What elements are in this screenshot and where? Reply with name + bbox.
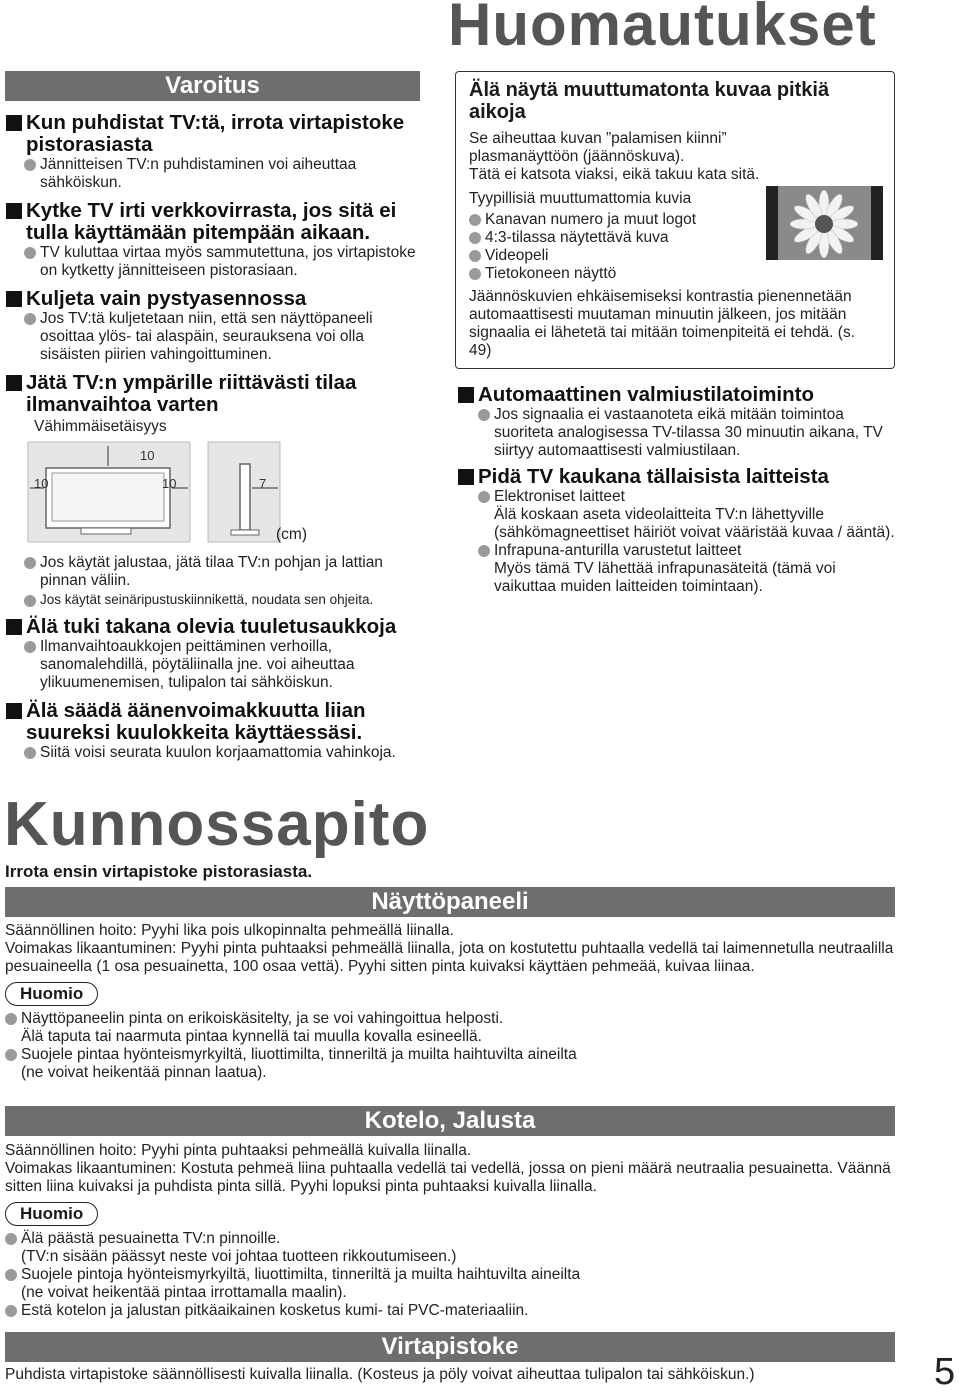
case-note-2b: (ne voivat heikentää pintaa irrottamalla maalin). (21, 1284, 347, 1301)
still-image-title: Älä näytä muuttumatonta kuvaa pitkiä aikoja (469, 79, 830, 123)
still-image-text2: Tätä ei katsota viaksi, eikä takuu kata sitä. (469, 166, 760, 183)
right-lower (458, 384, 898, 596)
wallmount-bullet: Jos käytät seinäripustuskiinnikettä, noudata sen ohjeita. (24, 592, 426, 608)
auto-standby-bullet: Jos signaalia ei vastaanoteta eikä mitään toimintoa suoriteta analogisessa TV-tilassa 30 minuutin aikana, TV siirtyy automaattisesti valmiustilaan. (478, 406, 898, 460)
warning-bullet-vents: Ilmanvaihtoaukkojen peittäminen verhoilla, sanomalehdillä, pöytäliinalla jne. voi aiheuttaa ylikuumenemisen, tulipalon tai sähköiskun. (24, 638, 426, 692)
warning-bullet-unplug: TV kuluttaa virtaa myös sammutettuna, jos virtapistoke on kytketty jännitteiseen pistorasiaan. (24, 244, 426, 280)
panel-header: Näyttöpaneeli (5, 887, 895, 917)
min-distance-label: Vähimmäisetäisyys (34, 418, 167, 435)
typical-images-label: Tyypillisiä muuttumattomia kuvia (469, 190, 692, 207)
warning-bullet-transport: Jos TV:tä kuljetetaan niin, että sen näyttöpaneeli osoittaa ylös- tai alaspäin, seurauksena voi olla sisäisten piirien vahingoittuminen. (24, 310, 426, 364)
auto-standby-heading: Automaattinen valmiustilatoiminto (458, 384, 898, 406)
case-note-label: Huomio (5, 1202, 98, 1226)
dim-left-label: 10 (34, 476, 49, 491)
dim-top-label: 10 (140, 448, 155, 463)
still-image-text1: Se aiheuttaa kuvan ”palamisen kiinni” plasmanäyttöön (jäännöskuva). (469, 130, 727, 165)
maintenance-title: Kunnossapito (4, 790, 430, 859)
warning-heading-unplug: Kytke TV irti verkkovirrasta, jos sitä ei tulla käyttämään pitempään aikaan. (6, 200, 426, 244)
varoitus-header: Varoitus (5, 71, 420, 101)
page-title: Huomautukset (448, 0, 877, 58)
warning-heading-transport: Kuljeta vain pystyasennossa (6, 288, 426, 310)
varoitus-lower (6, 554, 426, 762)
still-image-box (455, 71, 895, 369)
panel-heavy-dirt: Voimakas likaantuminen: Pyyhi pinta puhtaaksi pehmeällä liinalla, jota on kostutettu puhtaalla vedellä tai laimennetulla neutraalilla pesuaineella (1 osa pesuainetta, 100 osaa vettä). Pyyhi sitten pinta kuivaksi käyttäen pehmeää, kuivaa liinaa. (5, 940, 894, 975)
panel-note-2: Suojele pintaa hyönteismyrkyiltä, liuottimilta, tinneriltä ja muilta haihtuvilta aineilta (5, 1046, 895, 1064)
warning-bullet-volume: Siitä voisi seurata kuulon korjaamattomia vahinkoja. (24, 744, 426, 762)
case-regular-care: Säännöllinen hoito: Pyyhi pinta puhtaaksi pehmeällä kuivalla liinalla. (5, 1142, 472, 1159)
still-image-footer: Jäännöskuvien ehkäisemiseksi kontrastia pienennetään automaattisesti muutaman minuutin jälkeen, jos mitään signaalia ei lähetetä tai mitään toimenpiteitä ei tehdä. (s. 49) (469, 288, 856, 359)
list-item: Videopeli (469, 247, 759, 265)
list-item: Tietokoneen näyttö (469, 265, 759, 283)
warning-heading-vents: Älä tuki takana olevia tuuletusaukkoja (6, 616, 426, 638)
page-number: 5 (934, 1351, 956, 1393)
warning-heading-space: Jätä TV:n ympärille riittävästi tilaa ilmanvaihtoa varten (6, 372, 426, 416)
panel-regular-care: Säännöllinen hoito: Pyyhi lika pois ulkopinnalta pehmeällä liinalla. (5, 922, 454, 939)
unit-label: (cm) (276, 526, 307, 543)
case-note-3: Estä kotelon ja jalustan pitkäaikainen kosketus kumi- tai PVC-materiaaliin. (5, 1302, 895, 1320)
panel-note-2b: (ne voivat heikentää pinnan laatua). (21, 1064, 267, 1081)
case-note-1b: (TV:n sisään päässyt neste voi johtaa tuotteen rikkoutumiseen.) (21, 1248, 457, 1265)
varoitus-content (6, 112, 426, 416)
typical-images-list (469, 211, 759, 283)
dim-right-label: 10 (162, 476, 177, 491)
infrared-bullet: Infrapuna-anturilla varustetut laitteet (478, 542, 898, 560)
case-note-2: Suojele pintoja hyönteismyrkyiltä, liuottimilta, tinneriltä ja muilta haihtuvilta aineilta (5, 1266, 895, 1284)
case-header: Kotelo, Jalusta (5, 1106, 895, 1136)
case-heavy-dirt: Voimakas likaantuminen: Kostuta pehmeä liina puhtaalla vedellä tai vedellä, jossa on pieni määrä neutraalia pesuainetta. Väännä sitten liina kuivaksi ja puhdista pinta sillä. Pyyhi lopuksi pinta puhtaaksi kuivalla liinalla. (5, 1160, 891, 1195)
list-item: 4:3-tilassa näytettävä kuva (469, 229, 759, 247)
maintenance-intro: Irrota ensin virtapistoke pistorasiasta. (5, 862, 313, 881)
electronics-text: Älä koskaan aseta videolaitteita TV:n lähettyville (sähkömagneettiset häiriöt voivat vääristää kuvaa / ääntä). (494, 506, 895, 541)
warning-bullet-cleaning: Jännitteisen TV:n puhdistaminen voi aiheuttaa sähköiskun. (24, 156, 426, 192)
plug-text: Puhdista virtapistoke säännöllisesti kuivalla liinalla. (Kosteus ja pöly voivat aiheuttaa tulipalon tai sähköiskun.) (5, 1366, 755, 1383)
panel-note-label: Huomio (5, 982, 98, 1006)
panel-note-1b: Älä taputa tai naarmuta pintaa kynnellä tai muulla kovalla esineellä. (21, 1028, 482, 1045)
plug-header: Virtapistoke (5, 1332, 895, 1362)
case-note-1: Älä päästä pesuainetta TV:n pinnoille. (5, 1230, 895, 1248)
stand-bullet: Jos käytät jalustaa, jätä tilaa TV:n pohjan ja lattian pinnan väliin. (24, 554, 426, 590)
keep-away-heading: Pidä TV kaukana tällaisista laitteista (458, 466, 898, 488)
flower-image (766, 186, 883, 260)
infrared-text: Myös tämä TV lähettää infrapunasäteitä (tämä voi vaikuttaa muiden laitteiden toimintaan). (494, 560, 836, 595)
warning-heading-cleaning: Kun puhdistat TV:tä, irrota virtapistoke pistorasiasta (6, 112, 426, 156)
warning-heading-volume: Älä säädä äänenvoimakkuutta liian suureksi kuulokkeita käyttäessäsi. (6, 700, 426, 744)
list-item: Kanavan numero ja muut logot (469, 211, 759, 229)
panel-section (5, 922, 895, 1082)
electronics-bullet: Elektroniset laitteet (478, 488, 898, 506)
dim-side-label: 7 (259, 476, 267, 491)
panel-note-1: Näyttöpaneelin pinta on erikoiskäsitelty, ja se voi vahingoittua helposti. (5, 1010, 895, 1028)
case-section (5, 1142, 895, 1320)
